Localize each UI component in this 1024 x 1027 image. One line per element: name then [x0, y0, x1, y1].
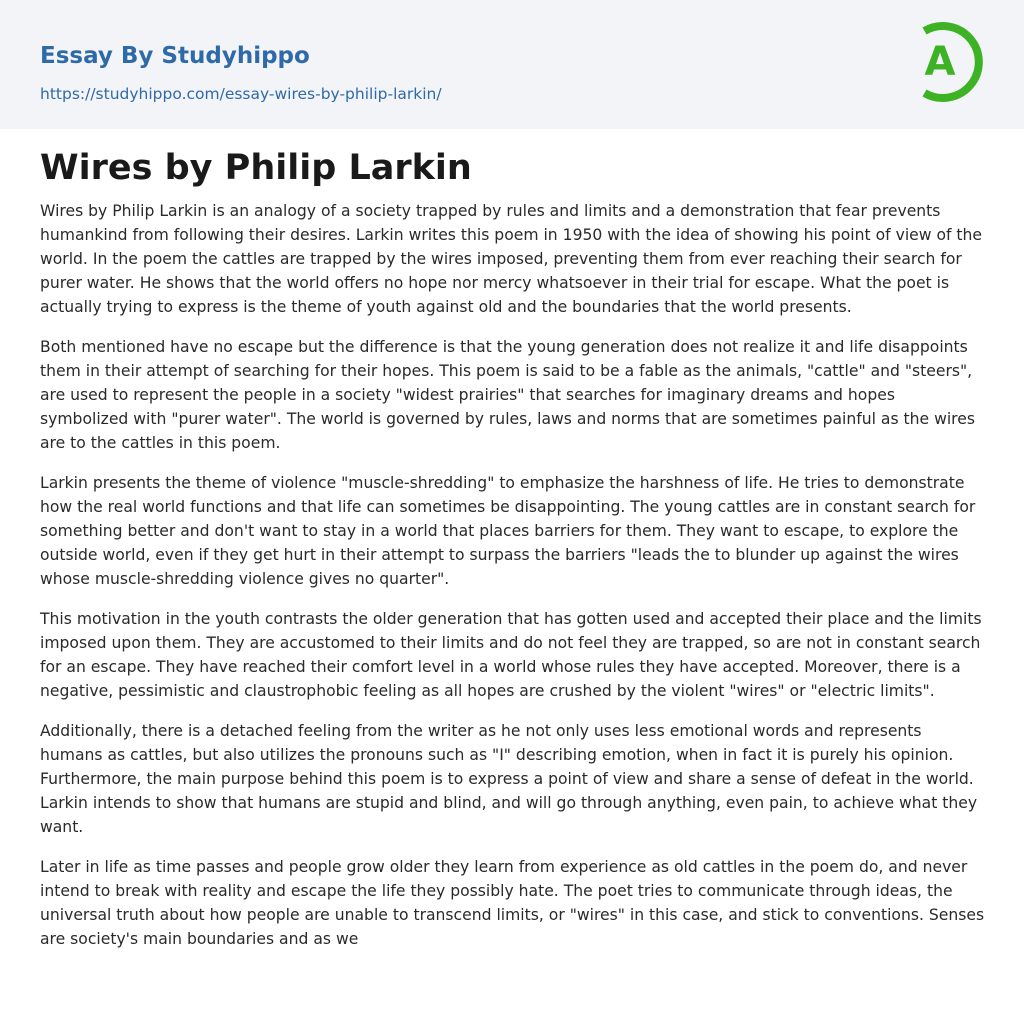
essay-paragraph: Wires by Philip Larkin is an analogy of a society trapped by rules and limits and a demonstration that fear prevents humankind from following their desires. Larkin writes this poem in 1950 with the idea of showing his point of view of the world. In the poem the cattles are trapped by the wires imposed, preventing them from ever reaching their search for purer water. He shows that the world offers no hope nor mercy whatsoever in their trial for escape. What the poet is actually trying to express is the theme of youth against old and the boundaries that the world presents.: [40, 202, 983, 316]
source-url-link[interactable]: https://studyhippo.com/essay-wires-by-philip-larkin/: [40, 85, 442, 103]
essay-content: [40, 146, 986, 967]
studyhippo-logo-icon[interactable]: [912, 18, 988, 108]
site-header: [0, 0, 1024, 129]
essay-paragraph: Later in life as time passes and people grow older they learn from experience as old cattles in the poem do, and never intend to break with reality and escape the life they possibly hate. The poet tries to communicate through ideas, the universal truth about how people are unable to transcend limits, or "wires" in this case, and stick to conventions. Senses are society's main boundaries and as we: [40, 858, 985, 948]
essay-paragraph: Both mentioned have no escape but the difference is that the young generation does not realize it and life disappoints them in their attempt of searching for their hopes. This poem is said to be a fable as the animals, "cattle" and "steers", are used to represent the people in a society "widest prairies" that searches for imaginary dreams and hopes symbolized with "purer water". The world is governed by rules, laws and norms that are sometimes painful as the wires are to the cattles in this poem.: [40, 338, 975, 452]
logo-letter: A: [924, 39, 956, 85]
essay-paragraph: Larkin presents the theme of violence "muscle-shredding" to emphasize the harshness of life. He tries to demonstrate how the real world functions and that life can sometimes be disappointing. The young cattles are in constant search for something better and don't want to stay in a world that places barriers for them. They want to escape, to explore the outside world, even if they get hurt in their attempt to surpass the barriers "leads the to blunder up against the wires whose muscle-shredding violence gives no quarter".: [40, 474, 976, 588]
essay-title: Wires by Philip Larkin: [40, 148, 472, 188]
essay-paragraph: Additionally, there is a detached feeling from the writer as he not only uses less emotional words and represents humans as cattles, but also utilizes the pronouns such as "I" describing emotion, when in fact it is purely his opinion. Furthermore, the main purpose behind this poem is to express a point of view and share a sense of defeat in the world. Larkin intends to show that humans are stupid and blind, and will go through anything, even pain, to achieve what they want.: [40, 722, 978, 836]
brand-title[interactable]: Essay By Studyhippo: [40, 43, 310, 69]
essay-paragraph: This motivation in the youth contrasts the older generation that has gotten used and accepted their place and the limits imposed upon them. They are accustomed to their limits and do not feel they are trapped, so are not in constant search for an escape. They have reached their comfort level in a world whose rules they have accepted. Moreover, there is a negative, pessimistic and claustrophobic feeling as all hopes are crushed by the violent "wires" or "electric limits".: [40, 610, 982, 700]
